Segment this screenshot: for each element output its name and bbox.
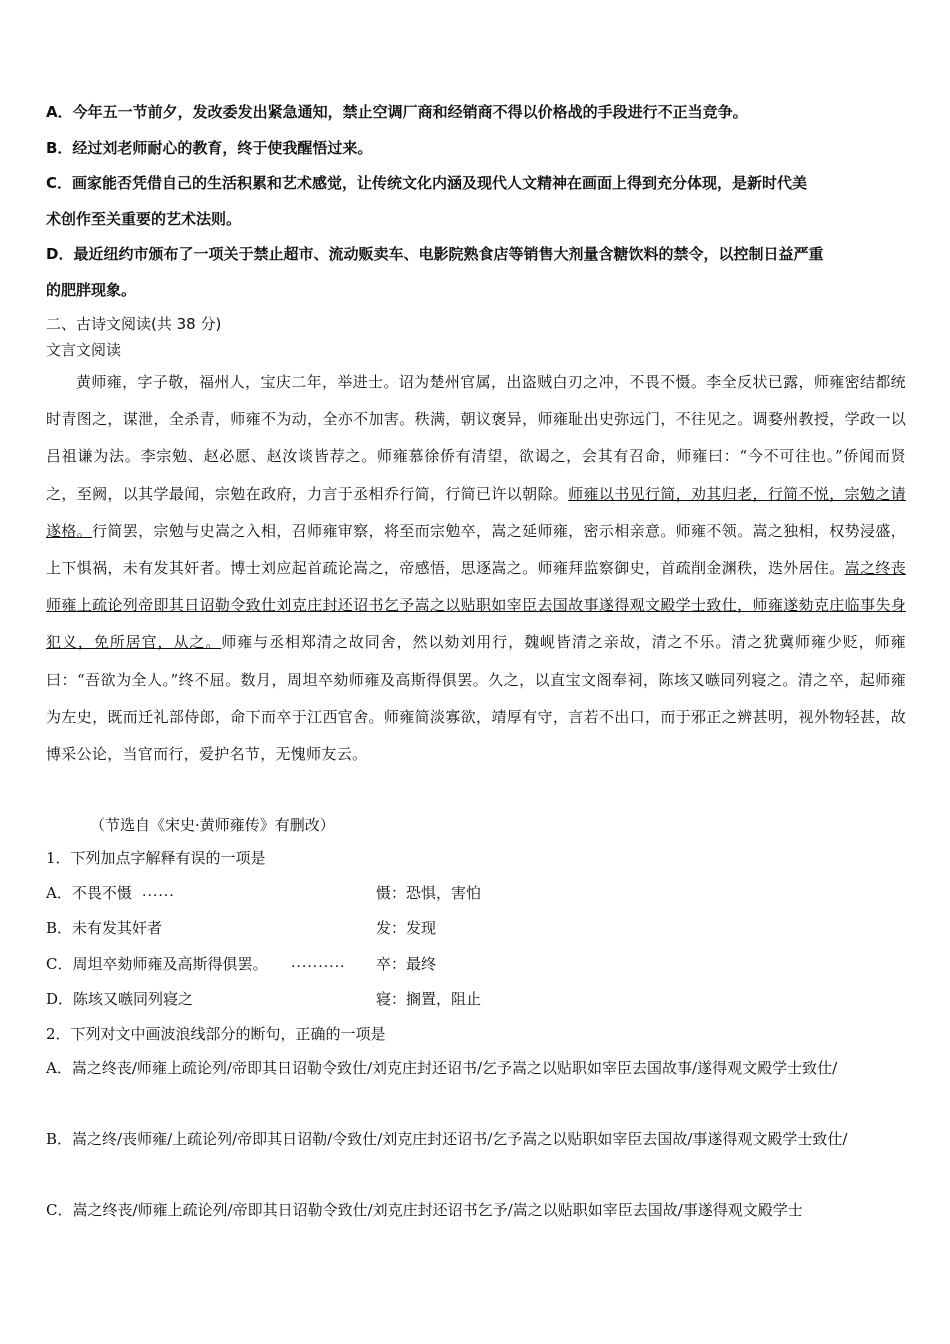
option-d-prev-line1: D．最近纽约市颁布了一项关于禁止超市、流动贩卖车、电影院熟食店等销售大剂量含糖饮料的禁令，以控制日益严重 [46,245,824,263]
passage-underline-1: 师雍以书见行简，劝其归老，行简不悦，宗勉之请遂格。 [46,484,906,540]
option-b-prev: B．经过刘老师耐心的教育，终于使我醒悟过来。 [46,139,373,157]
passage [46,364,906,773]
passage-part3: 师雍与丞相郑清之故同舍，然以劾刘用行，魏岘皆清之亲故，清之不乐。清之犹冀师雍少贬，师雍曰：“吾欲为全人。”终不屈。数月，周坦卒劾师雍及高斯得俱罢。久之，以直宝文阁奉祠，陈垓又嗾同列寝之。清之卒，起师雍为左史，既而迁礼部侍郎，命下而卒于江西官舍。师雍简淡寡欲，靖厚有守，言若不出口，而于邪正之辨甚明，视外物轻甚，故博采公论，当官而行，爱护名节，无愧师友云。 [46,633,906,764]
q2-option-a: A．嵩之终丧/师雍上疏论列/帝即其日诏勒令致仕/刘克庄封还诏书/乞予嵩之以贴职如宰臣去国故事/遂得观文殿学士致仕/ [46,1059,838,1077]
passage-source: （节选自《宋史·黄师雍传》有删改） [90,816,335,834]
q1-option-c: C．周坦卒劾师雍及高斯得俱罢。 [46,955,268,973]
section-subtitle: 文言文阅读 [46,341,122,359]
q1-option-b-gloss: 发：发现 [376,919,437,937]
passage-underline-2: 师雍遂劾克庄临事失身犯义，免所居官，从之。 [46,596,906,652]
q2-stem: 2．下列对文中画波浪线部分的断句，正确的一项是 [46,1025,386,1043]
q1-option-c-gloss: 卒：最终 [376,955,437,973]
q1-option-d-gloss: 寝：搁置，阻止 [376,990,482,1008]
q2-option-b: B．嵩之终/丧师雍/上疏论列/帝即其日诏勒/令致仕/刘克庄封还诏书/乞予嵩之以贴职如宰臣去国故/事遂得观文殿学士致仕/ [46,1130,848,1148]
option-c-prev-line2: 术创作至关重要的艺术法则。 [46,210,242,228]
q1-option-d: D．陈垓又嗾同列寝之 [46,990,194,1008]
passage-part1: 黄师雍，字子敬，福州人，宝庆二年，举进士。诏为楚州官属，出盗贼白刃之冲，不畏不慑。李全反状已露，师雍密结都统时青图之，谋泄，全杀青，师雍不为动，全亦不加害。秩满，朝议褒异，师雍耻出史弥远门，不往见之。调婺州教授，学政一以吕祖谦为法。李宗勉、赵必愿、赵汝谈皆荐之。师雍慕徐侨有清望，欲谒之，会其有召命，师雍曰：“今不可往也。”侨闻而贤之，至阙，以其学最闻，宗勉在政府，力言于丞相乔行简，行简已许以朝除。 [46,373,906,503]
section-title: 二、古诗文阅读(共 38 分) [46,315,222,333]
option-a-prev: A．今年五一节前夕，发改委发出紧急通知，禁止空调厂商和经销商不得以价格战的手段进行不正当竞争。 [46,103,748,121]
q1-stem: 1．下列加点字解释有误的一项是 [46,849,266,867]
option-d-prev-line2: 的肥胖现象。 [46,281,137,299]
q2-option-c: C．嵩之终丧/师雍上疏论列/帝即其日诏勒令致仕/刘克庄封还诏书乞予/嵩之以贴职如宰臣去国故/事遂得观文殿学士 [46,1201,803,1219]
passage-wavy-line: 嵩之终丧师雍上疏论列帝即其日诏勒令致仕刘克庄封还诏书乞予嵩之以贴职如宰臣去国故事遂得观文殿学士致仕， [46,559,906,615]
q1-option-a-gloss: 慑：恐惧，害怕 [376,884,482,902]
option-c-prev-line1: C．画家能否凭借自己的生活积累和艺术感觉，让传统文化内涵及现代人文精神在画面上得到充分体现，是新时代美 [46,174,808,192]
q1-option-a-dots: ...... [142,884,175,900]
passage-part2: 行简罢，宗勉与史嵩之入相，召师雍审察，将至而宗勉卒，嵩之延师雍，密示相亲意。师雍不领。嵩之独相，权势浸盛，上下惧祸，未有发其奸者。博士刘应起首疏论嵩之，帝感悟，思逐嵩之。师雍拜监察御史，首疏削金渊秩，迭外居住。 [46,521,906,578]
q1-option-c-dots: .......... [291,955,346,971]
q1-option-b: B．未有发其奸者 [46,919,163,937]
q1-option-a: A．不畏不慑 [46,884,132,902]
